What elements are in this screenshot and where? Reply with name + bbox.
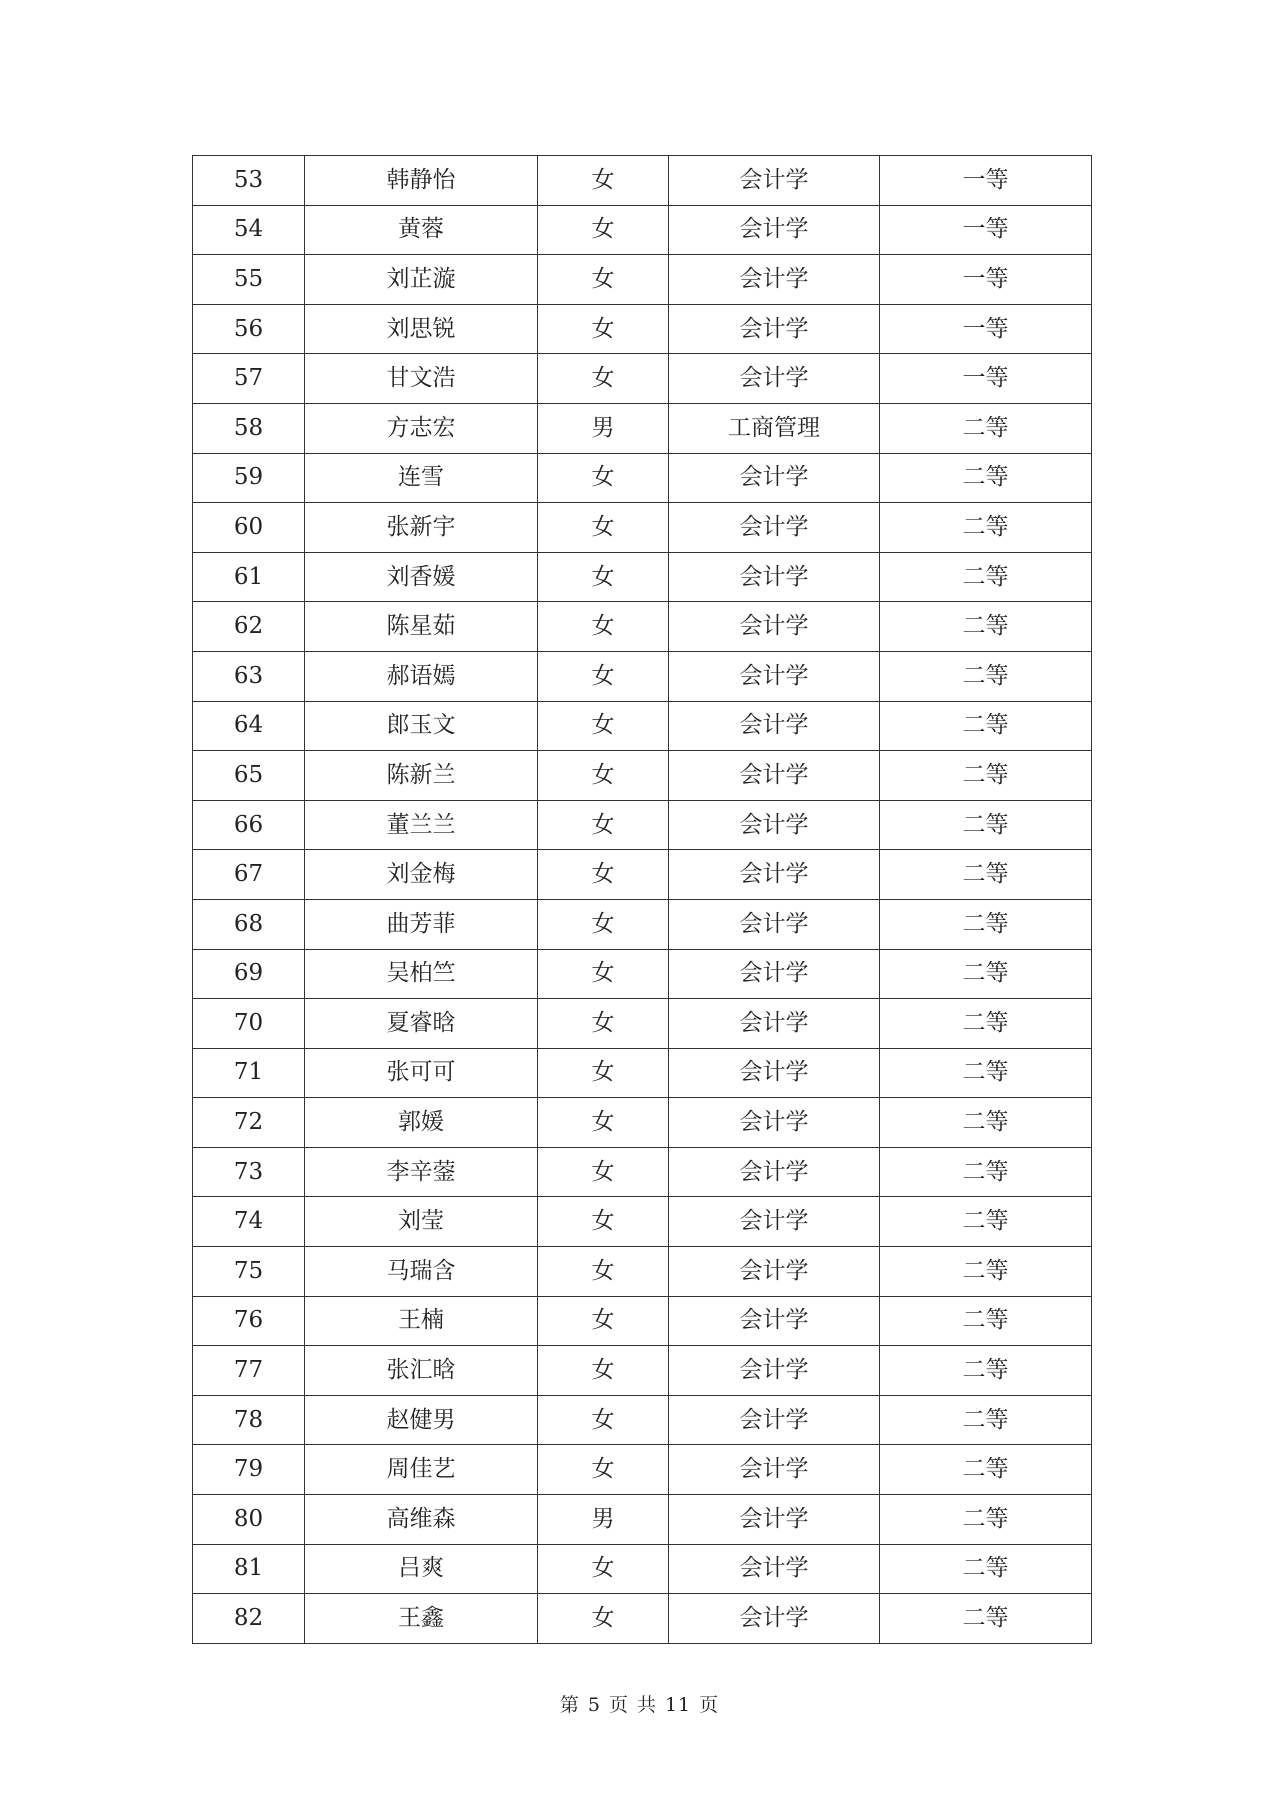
row-number-cell: 79	[193, 1445, 305, 1495]
table-row	[193, 503, 1092, 553]
major-cell: 会计学	[669, 701, 880, 751]
student-name-cell: 方志宏	[305, 403, 538, 453]
gender-cell: 男	[538, 1495, 669, 1545]
major-cell: 会计学	[669, 156, 880, 206]
major-cell: 会计学	[669, 1544, 880, 1594]
award-grade-cell: 一等	[880, 205, 1092, 255]
table-row	[193, 1296, 1092, 1346]
gender-cell: 女	[538, 651, 669, 701]
row-number-cell: 60	[193, 503, 305, 553]
gender-cell: 女	[538, 354, 669, 404]
gender-cell: 女	[538, 800, 669, 850]
student-name-cell: 刘莹	[305, 1197, 538, 1247]
student-name-cell: 陈星茹	[305, 602, 538, 652]
major-cell: 会计学	[669, 304, 880, 354]
major-cell: 会计学	[669, 999, 880, 1049]
major-cell: 会计学	[669, 1147, 880, 1197]
student-name-cell: 郎玉文	[305, 701, 538, 751]
gender-cell: 女	[538, 1594, 669, 1644]
table-row	[193, 949, 1092, 999]
award-grade-cell: 二等	[880, 751, 1092, 801]
student-name-cell: 甘文浩	[305, 354, 538, 404]
award-grade-cell: 二等	[880, 403, 1092, 453]
table-row	[193, 1594, 1092, 1644]
major-cell: 会计学	[669, 255, 880, 305]
award-grade-cell: 二等	[880, 1445, 1092, 1495]
row-number-cell: 80	[193, 1495, 305, 1545]
row-number-cell: 65	[193, 751, 305, 801]
row-number-cell: 61	[193, 552, 305, 602]
student-name-cell: 曲芳菲	[305, 899, 538, 949]
row-number-cell: 67	[193, 850, 305, 900]
row-number-cell: 75	[193, 1247, 305, 1297]
row-number-cell: 56	[193, 304, 305, 354]
table-row	[193, 1098, 1092, 1148]
gender-cell: 女	[538, 999, 669, 1049]
row-number-cell: 69	[193, 949, 305, 999]
major-cell: 会计学	[669, 1098, 880, 1148]
gender-cell: 女	[538, 1098, 669, 1148]
major-cell: 会计学	[669, 899, 880, 949]
award-grade-cell: 二等	[880, 453, 1092, 503]
award-grade-cell: 二等	[880, 1594, 1092, 1644]
table-row	[193, 403, 1092, 453]
award-grade-cell: 二等	[880, 1395, 1092, 1445]
major-cell: 会计学	[669, 354, 880, 404]
major-cell: 会计学	[669, 1495, 880, 1545]
row-number-cell: 70	[193, 999, 305, 1049]
row-number-cell: 63	[193, 651, 305, 701]
total-prefix: 共	[636, 1694, 657, 1716]
major-cell: 会计学	[669, 1247, 880, 1297]
gender-cell: 女	[538, 205, 669, 255]
gender-cell: 女	[538, 1197, 669, 1247]
student-name-cell: 陈新兰	[305, 751, 538, 801]
gender-cell: 女	[538, 1445, 669, 1495]
student-name-cell: 连雪	[305, 453, 538, 503]
student-award-table	[192, 155, 1092, 1644]
major-cell: 会计学	[669, 1346, 880, 1396]
row-number-cell: 57	[193, 354, 305, 404]
major-cell: 工商管理	[669, 403, 880, 453]
major-cell: 会计学	[669, 751, 880, 801]
student-name-cell: 刘思锐	[305, 304, 538, 354]
award-grade-cell: 二等	[880, 949, 1092, 999]
major-cell: 会计学	[669, 602, 880, 652]
row-number-cell: 81	[193, 1544, 305, 1594]
table-row	[193, 1147, 1092, 1197]
award-grade-cell: 二等	[880, 999, 1092, 1049]
major-cell: 会计学	[669, 552, 880, 602]
page-number-footer	[0, 1690, 1279, 1717]
major-cell: 会计学	[669, 651, 880, 701]
table-row	[193, 899, 1092, 949]
award-grade-cell: 二等	[880, 1247, 1092, 1297]
total-unit: 页	[699, 1694, 720, 1716]
row-number-cell: 77	[193, 1346, 305, 1396]
table-row	[193, 1247, 1092, 1297]
gender-cell: 女	[538, 1544, 669, 1594]
award-grade-cell: 二等	[880, 1544, 1092, 1594]
gender-cell: 男	[538, 403, 669, 453]
table-row	[193, 1197, 1092, 1247]
student-name-cell: 韩静怡	[305, 156, 538, 206]
major-cell: 会计学	[669, 1048, 880, 1098]
gender-cell: 女	[538, 1247, 669, 1297]
page-unit: 页	[608, 1694, 629, 1716]
gender-cell: 女	[538, 503, 669, 553]
row-number-cell: 54	[193, 205, 305, 255]
award-grade-cell: 二等	[880, 1147, 1092, 1197]
award-grade-cell: 二等	[880, 1346, 1092, 1396]
award-grade-cell: 二等	[880, 1296, 1092, 1346]
award-grade-cell: 二等	[880, 1495, 1092, 1545]
gender-cell: 女	[538, 949, 669, 999]
row-number-cell: 78	[193, 1395, 305, 1445]
student-name-cell: 王鑫	[305, 1594, 538, 1644]
student-name-cell: 郭媛	[305, 1098, 538, 1148]
award-grade-cell: 一等	[880, 304, 1092, 354]
gender-cell: 女	[538, 1395, 669, 1445]
row-number-cell: 72	[193, 1098, 305, 1148]
major-cell: 会计学	[669, 1197, 880, 1247]
row-number-cell: 62	[193, 602, 305, 652]
gender-cell: 女	[538, 453, 669, 503]
row-number-cell: 73	[193, 1147, 305, 1197]
table-row	[193, 1395, 1092, 1445]
major-cell: 会计学	[669, 1296, 880, 1346]
award-grade-cell: 二等	[880, 899, 1092, 949]
award-grade-cell: 二等	[880, 552, 1092, 602]
table-row	[193, 1346, 1092, 1396]
award-grade-cell: 二等	[880, 602, 1092, 652]
award-grade-cell: 二等	[880, 1197, 1092, 1247]
table-row	[193, 751, 1092, 801]
major-cell: 会计学	[669, 453, 880, 503]
gender-cell: 女	[538, 255, 669, 305]
row-number-cell: 66	[193, 800, 305, 850]
table-row	[193, 205, 1092, 255]
table-row	[193, 701, 1092, 751]
student-name-cell: 董兰兰	[305, 800, 538, 850]
student-name-cell: 吴柏竺	[305, 949, 538, 999]
gender-cell: 女	[538, 1296, 669, 1346]
gender-cell: 女	[538, 701, 669, 751]
row-number-cell: 55	[193, 255, 305, 305]
page-current: 5	[587, 1694, 601, 1716]
student-name-cell: 王楠	[305, 1296, 538, 1346]
gender-cell: 女	[538, 552, 669, 602]
table-row	[193, 850, 1092, 900]
student-name-cell: 李辛蓥	[305, 1147, 538, 1197]
student-name-cell: 刘香媛	[305, 552, 538, 602]
table-row	[193, 800, 1092, 850]
gender-cell: 女	[538, 156, 669, 206]
student-name-cell: 高维森	[305, 1495, 538, 1545]
row-number-cell: 68	[193, 899, 305, 949]
award-grade-cell: 二等	[880, 503, 1092, 553]
table-row	[193, 156, 1092, 206]
major-cell: 会计学	[669, 1395, 880, 1445]
gender-cell: 女	[538, 751, 669, 801]
major-cell: 会计学	[669, 1445, 880, 1495]
table-row	[193, 453, 1092, 503]
student-name-cell: 马瑞含	[305, 1247, 538, 1297]
row-number-cell: 59	[193, 453, 305, 503]
table-row	[193, 1495, 1092, 1545]
table-row	[193, 1544, 1092, 1594]
major-cell: 会计学	[669, 503, 880, 553]
student-name-cell: 张汇晗	[305, 1346, 538, 1396]
table-row	[193, 354, 1092, 404]
table-row	[193, 552, 1092, 602]
table-row	[193, 999, 1092, 1049]
row-number-cell: 64	[193, 701, 305, 751]
student-name-cell: 张新宇	[305, 503, 538, 553]
student-name-cell: 赵健男	[305, 1395, 538, 1445]
award-grade-cell: 一等	[880, 255, 1092, 305]
table-row	[193, 602, 1092, 652]
table-row	[193, 651, 1092, 701]
gender-cell: 女	[538, 602, 669, 652]
award-grade-cell: 二等	[880, 701, 1092, 751]
major-cell: 会计学	[669, 1594, 880, 1644]
gender-cell: 女	[538, 1147, 669, 1197]
major-cell: 会计学	[669, 850, 880, 900]
table-row	[193, 255, 1092, 305]
award-grade-cell: 一等	[880, 156, 1092, 206]
student-name-cell: 刘金梅	[305, 850, 538, 900]
table-row	[193, 1445, 1092, 1495]
student-name-cell: 张可可	[305, 1048, 538, 1098]
award-grade-cell: 一等	[880, 354, 1092, 404]
row-number-cell: 71	[193, 1048, 305, 1098]
student-name-cell: 夏睿晗	[305, 999, 538, 1049]
major-cell: 会计学	[669, 949, 880, 999]
row-number-cell: 74	[193, 1197, 305, 1247]
student-name-cell: 吕爽	[305, 1544, 538, 1594]
table-row	[193, 304, 1092, 354]
gender-cell: 女	[538, 899, 669, 949]
row-number-cell: 76	[193, 1296, 305, 1346]
major-cell: 会计学	[669, 800, 880, 850]
page-total: 11	[664, 1694, 692, 1716]
award-grade-cell: 二等	[880, 1048, 1092, 1098]
table-body	[193, 156, 1092, 1644]
gender-cell: 女	[538, 304, 669, 354]
student-name-cell: 郝语嫣	[305, 651, 538, 701]
student-name-cell: 周佳艺	[305, 1445, 538, 1495]
page-prefix: 第	[559, 1694, 580, 1716]
student-name-cell: 刘芷漩	[305, 255, 538, 305]
major-cell: 会计学	[669, 205, 880, 255]
row-number-cell: 82	[193, 1594, 305, 1644]
row-number-cell: 58	[193, 403, 305, 453]
gender-cell: 女	[538, 1346, 669, 1396]
award-grade-cell: 二等	[880, 850, 1092, 900]
gender-cell: 女	[538, 850, 669, 900]
table-row	[193, 1048, 1092, 1098]
award-grade-cell: 二等	[880, 651, 1092, 701]
student-name-cell: 黄蓉	[305, 205, 538, 255]
row-number-cell: 53	[193, 156, 305, 206]
award-grade-cell: 二等	[880, 800, 1092, 850]
gender-cell: 女	[538, 1048, 669, 1098]
award-grade-cell: 二等	[880, 1098, 1092, 1148]
